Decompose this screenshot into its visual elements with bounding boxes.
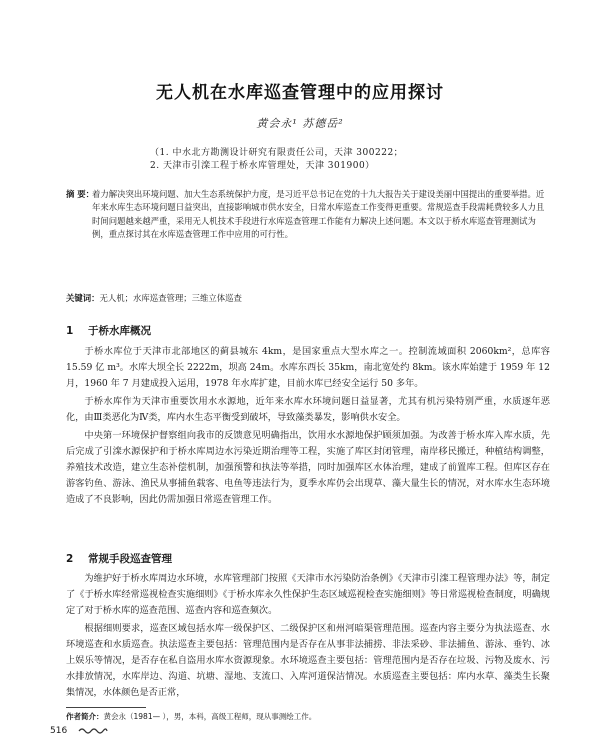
section-1-number: 1 <box>66 325 74 337</box>
abstract-text: 着力解决突出环境问题、加大生态系统保护力度，是习近平总书记在党的十九大报告关于建设美丽中国提出的重要举措。近年来水库生态环境问题日益突出，直接影响城市供水安全，日常水库巡查工作变得更重要。常规巡查手段需耗费较多人力且时间问题越来越严重，采用无人机技术手段进行水库巡查管理工作能有力解决上述问题。本文以于桥水库巡查管理测试为例，重点探讨其在水库巡查管理工作中应用的可行性。 <box>92 189 545 240</box>
paragraph: 为维护好于桥水库周边水环境，水库管理部门按照《天津市水污染防治条例》《天津市引滦工程管理办法》等，制定了《于桥水库经常巡视检查实施细则》《于桥水库永久性保护生态区域巡视检查实施细则》等日常巡视检查制度，明确规定了对于桥水库的巡查范围、巡查内容和巡查频次。 <box>66 573 550 616</box>
page-number: 516 <box>50 726 68 736</box>
abstract-label: 摘 要： <box>66 189 95 199</box>
paragraph: 根据细则要求，巡查区域包括水库一级保护区、二级保护区和州河暗渠管理范围。巡查内容主要分为执法巡查、水环境巡查和水质巡查。执法巡查主要包括：管理范围内是否存在从事非法捕捞、非法采砂、非法捕鱼、游泳、垂钓、冰上娱乐等情况，是否存在私自盗用水库水资源现象。水环境巡查主要包括：管理范围内是否存在垃圾、污物及废水、污水排放情况，水库岸边、沟道、坑塘、湿地、支流口、入库河道保洁情况。水质巡查主要包括：库内水草、藻类生长聚集情况，水体颜色是否正常， <box>66 623 550 698</box>
section-1-title: 于桥水库概况 <box>88 325 151 337</box>
paragraph: 于桥水库作为天津市重要饮用水水源地，近年来水库水环境问题日益显著，尤其有机污染特别严重，水质逐年恶化，由Ⅲ类恶化为Ⅳ类，库内水生态平衡受到破坏，导致藻类暴发，影响供水安全。 <box>66 396 550 423</box>
section-2-title: 常规手段巡查管理 <box>88 553 172 565</box>
section-2-body <box>66 571 550 703</box>
section-1-body <box>66 344 550 510</box>
authors-line: 黄会永¹ 苏德岳² <box>256 117 344 130</box>
affiliation-2: 2. 天津市引滦工程于桥水库管理处，天津 301900） <box>150 161 375 171</box>
paper-title: 无人机在水库巡查管理中的应用探讨 <box>156 83 444 103</box>
section-2-number: 2 <box>66 553 74 565</box>
keywords-block <box>66 292 550 304</box>
wave-ornament-icon <box>78 726 108 735</box>
abstract-block <box>66 188 550 242</box>
keywords-text: 无人机；水库巡查管理；三维立体巡查 <box>99 293 242 303</box>
section-1-heading <box>66 323 151 338</box>
author-footnote <box>66 711 550 722</box>
paragraph: 中央第一环境保护督察组向我市的反馈意见明确指出，饮用水水源地保护顾须加强。为改善于桥水库入库水质，先后完成了引滦水源保护和于桥水库周边水污染近期治理等工程，实施了库区封闭管理，南岸移民搬迁，种植结构调整，养殖技术改造，建立生态补偿机制，加强预警和执法等举措，同时加强库区水体治理，建成了前置库工程。但库区存在游客钓鱼、游泳、渔民从事捕鱼载客、电鱼等违法行为，夏季水库仍会出现草、藻大量生长的情况，对水库水生态环境造成了不良影响，因此仍需加强日常巡查管理工作。 <box>66 430 550 505</box>
keywords-label: 关键词： <box>66 293 100 303</box>
footnote-rule <box>66 707 146 708</box>
affiliation-1: （1. 中水北方勘测设计研究有限责任公司，天津 300222； <box>150 148 404 158</box>
footnote-label: 作者简介： <box>66 712 104 721</box>
section-2-heading <box>66 551 172 566</box>
paragraph: 于桥水库位于天津市北部地区的蓟县城东 4km，是国家重点大型水库之一。控制流域面积 2060km²，总库容 15.59 亿 m³。水库大坝全长 2222m，坝高 24m。水库东西长 35km，南北宽处约 8km。该水库始建于 1959 年 12 月，1960 年 7 月建成投入运用，1978 年水库扩建，目前水库已经安全运行 50 多年。 <box>66 346 550 389</box>
footnote-text: 黄会永（1981— ），男，本科，高级工程师，现从事测绘工作。 <box>103 712 317 721</box>
